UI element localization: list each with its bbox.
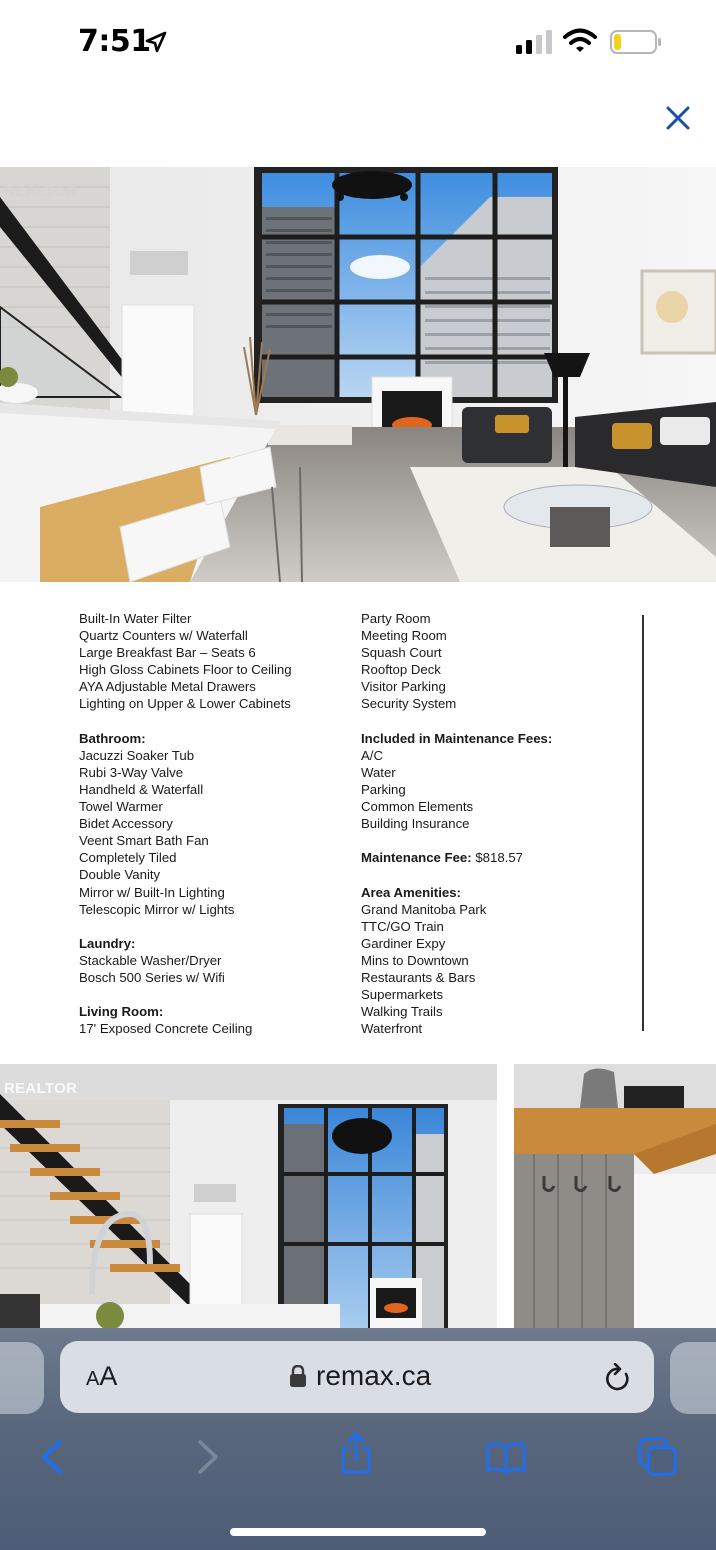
feature-item: Built-In Water Filter <box>79 611 192 626</box>
feature-item: Completely Tiled <box>79 850 177 866</box>
text-size-small-glyph: A <box>86 1368 100 1390</box>
feature-item: Bosch 500 Series w/ Wifi <box>79 969 225 985</box>
feature-item: High Gloss Cabinets Floor to Ceiling <box>79 662 292 678</box>
feature-item: Rubi 3-Way Valve <box>79 764 184 780</box>
feature-item: Jacuzzi Soaker Tub <box>79 747 195 763</box>
feature-item: Grand Manitoba Park <box>361 901 487 917</box>
browser-toolbar <box>0 1328 716 1550</box>
text-size-button[interactable] <box>86 1361 117 1392</box>
wifi-icon <box>563 28 597 54</box>
feature-item: Building Insurance <box>361 816 470 832</box>
realtor-watermark: REALTOR <box>4 183 78 200</box>
text-size-big-glyph: A <box>99 1361 118 1391</box>
feature-item: Squash Court <box>361 645 442 661</box>
feature-item: Towel Warmer <box>79 799 163 815</box>
reload-icon[interactable] <box>604 1363 632 1393</box>
section-heading: Bathroom: <box>79 730 146 746</box>
feature-item: Restaurants & Bars <box>361 969 476 985</box>
feature-item: Mins to Downtown <box>361 952 469 968</box>
status-time: 7:51 <box>78 24 151 59</box>
feature-item: Party Room <box>361 611 431 626</box>
feature-item: TTC/GO Train <box>361 918 444 934</box>
listing-photo-living-room[interactable] <box>0 167 716 582</box>
next-tab-preview[interactable] <box>670 1342 716 1414</box>
feature-item: A/C <box>361 747 383 763</box>
kitchen-image <box>0 1064 497 1330</box>
feature-item: Large Breakfast Bar – Seats 6 <box>79 645 256 661</box>
back-icon[interactable] <box>34 1436 74 1478</box>
feature-item: Lighting on Upper & Lower Cabinets <box>79 696 291 712</box>
feature-item: Telescopic Mirror w/ Lights <box>79 901 235 917</box>
tabs-icon[interactable] <box>638 1436 678 1478</box>
living-room-image <box>0 167 716 582</box>
feature-item: 17' Exposed Concrete Ceiling <box>79 1021 253 1037</box>
line-spacer <box>361 832 552 849</box>
feature-item: Parking <box>361 781 406 797</box>
location-arrow-icon <box>144 30 168 54</box>
feature-item: Gardiner Expy <box>361 935 446 951</box>
line-spacer <box>79 918 292 935</box>
feature-item: Quartz Counters w/ Waterfall <box>79 628 248 644</box>
realtor-watermark: REALTOR <box>4 1080 78 1097</box>
feature-item: Rooftop Deck <box>361 662 441 678</box>
forward-icon[interactable] <box>186 1436 226 1478</box>
line-spacer <box>361 713 552 730</box>
share-icon[interactable] <box>336 1432 376 1474</box>
feature-item: Supermarkets <box>361 987 444 1003</box>
feature-item: Mirror w/ Built-In Lighting <box>79 884 225 900</box>
feature-item: Bidet Accessory <box>79 816 173 832</box>
previous-tab-preview[interactable] <box>0 1342 44 1414</box>
entry-hooks-image <box>514 1064 716 1330</box>
bookmarks-icon[interactable] <box>486 1436 526 1478</box>
feature-item: Visitor Parking <box>361 679 446 695</box>
feature-item: Veent Smart Bath Fan <box>79 833 209 849</box>
maintenance-fee-label: Maintenance Fee: <box>361 850 472 866</box>
feature-item: Common Elements <box>361 799 474 815</box>
line-spacer <box>361 866 552 883</box>
url-text: remax.ca <box>316 1360 432 1391</box>
feature-sheet <box>0 582 716 1064</box>
url-display[interactable] <box>290 1359 500 1395</box>
feature-item: Double Vanity <box>79 867 161 883</box>
address-bar[interactable] <box>60 1341 654 1413</box>
cellular-signal-icon <box>516 30 554 54</box>
feature-item: Handheld & Waterfall <box>79 781 204 797</box>
section-heading: Laundry: <box>79 935 136 951</box>
feature-item: Meeting Room <box>361 628 447 644</box>
feature-item: Stackable Washer/Dryer <box>79 952 222 968</box>
status-bar <box>0 0 716 84</box>
feature-list-right <box>361 610 552 1037</box>
column-divider <box>642 615 644 1031</box>
maintenance-fee <box>361 849 552 866</box>
listing-photo-entry[interactable] <box>514 1064 716 1330</box>
feature-list-left <box>79 610 292 1037</box>
feature-item: Water <box>361 764 396 780</box>
listing-photo-kitchen[interactable] <box>0 1064 497 1330</box>
battery-icon <box>610 30 662 54</box>
home-indicator[interactable] <box>230 1528 486 1536</box>
feature-item: AYA Adjustable Metal Drawers <box>79 679 256 695</box>
line-spacer <box>79 986 292 1003</box>
close-icon[interactable] <box>660 100 696 136</box>
section-heading: Area Amenities: <box>361 884 461 900</box>
feature-item: Security System <box>361 696 457 712</box>
line-spacer <box>79 713 292 730</box>
lock-icon <box>290 1365 306 1387</box>
maintenance-fee-value: $818.57 <box>475 850 524 866</box>
section-heading: Included in Maintenance Fees: <box>361 730 553 746</box>
feature-item: Waterfront <box>361 1021 423 1037</box>
section-heading: Living Room: <box>79 1004 164 1020</box>
feature-item: Walking Trails <box>361 1004 443 1020</box>
